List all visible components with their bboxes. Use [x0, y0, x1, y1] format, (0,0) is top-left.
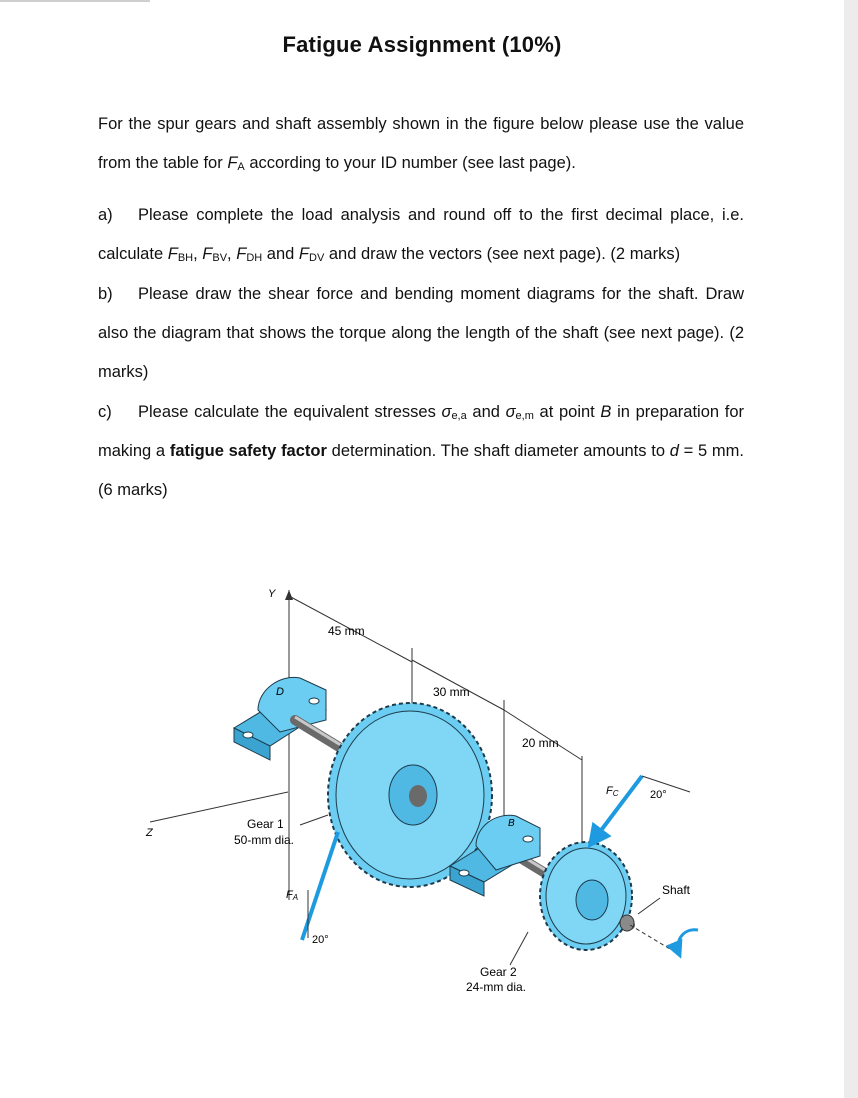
- force-fc-arrow: [590, 776, 642, 845]
- question-c-label: c): [98, 403, 112, 421]
- gear-shaft-figure: [130, 560, 720, 1000]
- page-top-edge: [0, 0, 150, 2]
- question-b: b) Please draw the shear force and bending moment diagrams for the shaft. Draw also the diagram that shows the torque along the length of the shaft (see next page). (2 marks): [98, 275, 744, 392]
- shaft-leader: [638, 898, 660, 914]
- point-b-label: B: [508, 818, 515, 829]
- dim-20-label: 20 mm: [522, 736, 559, 750]
- axis-z-label: Z: [146, 827, 153, 839]
- dim-line-20: [504, 710, 582, 760]
- dim-45-label: 45 mm: [328, 624, 365, 638]
- angle-2-label: 20°: [650, 789, 667, 801]
- point-d-label: D: [276, 686, 284, 698]
- axis-y-label: Y: [268, 588, 276, 600]
- gear1-leader: [300, 815, 328, 825]
- gear2-label-line2: 24-mm dia.: [466, 980, 527, 994]
- force-fa-label: FA: [286, 889, 299, 902]
- shaft-axis-dashed: [630, 925, 675, 952]
- shaft-label: Shaft: [662, 883, 691, 897]
- gear1-label-line2: 50-mm dia.: [234, 833, 295, 847]
- question-b-label: b): [98, 285, 113, 303]
- gear2-leader: [510, 932, 528, 965]
- angle-1-label: 20°: [312, 934, 329, 946]
- gear2-label-line1: Gear 2: [480, 965, 517, 979]
- dim-30-label: 30 mm: [433, 685, 470, 699]
- force-fc-label: FC: [606, 785, 619, 798]
- question-a: a) Please complete the load analysis and round off to the first decimal place, i.e. calculate $F_{BH}$, $F_{BV}$, $F_{DH}$ and $F_{DV}$ and draw the vectors (see next page). (2 marks): [98, 196, 744, 274]
- page-title: Fatigue Assignment (10%): [282, 32, 562, 57]
- scrollbar-track[interactable]: [844, 0, 858, 1098]
- gear1-label-line1: Gear 1: [247, 817, 284, 831]
- gear-2: [540, 842, 634, 950]
- question-a-label: a): [98, 206, 113, 224]
- force-fa-arrow: [302, 832, 338, 940]
- y-axis-arrow-icon: [285, 590, 293, 600]
- torque-arrow-icon: [678, 930, 698, 956]
- intro-paragraph: For the spur gears and shaft assembly shown in the figure below please use the value from the table for $F_A$ according to your ID number (see last page).: [98, 115, 744, 173]
- question-c: c) Please calculate the equivalent stresses $\sigma_{e,a}$ and $\sigma_{e,m}$ at point B in preparation for making a fatigue safety factor determination. The shaft diameter amounts to d = 5 mm. (6 marks): [98, 393, 744, 510]
